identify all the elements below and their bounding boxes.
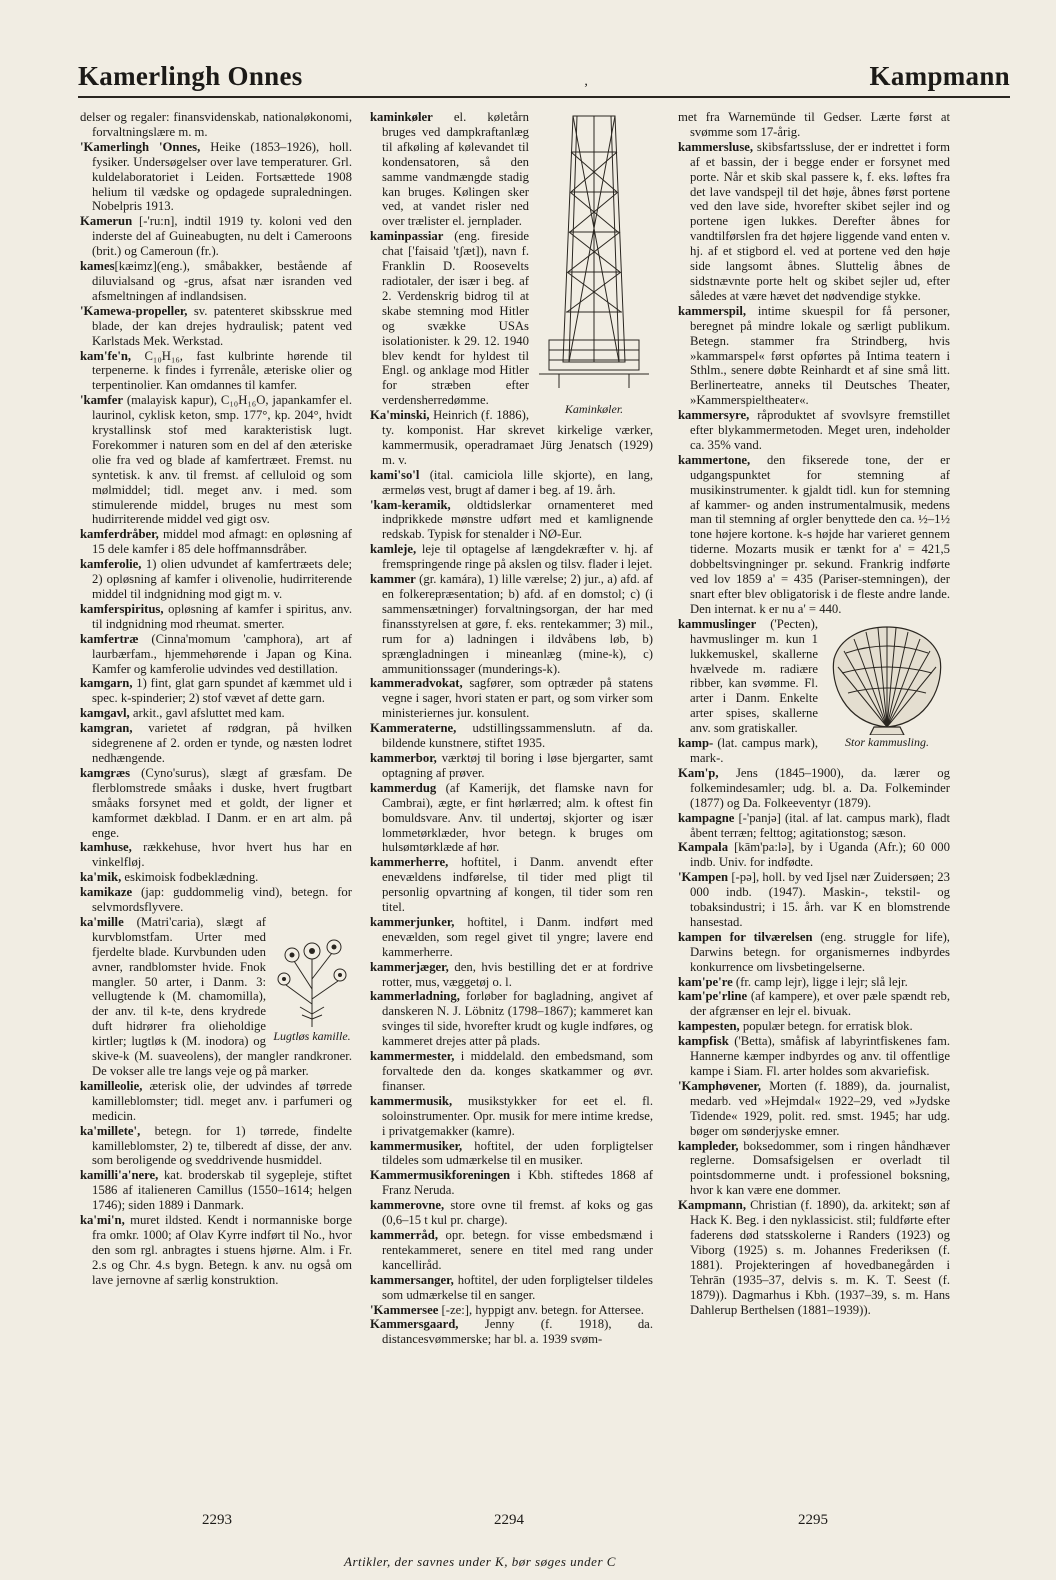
entry: kammermusiker, hoftitel, der uden forpligtelser tildeles som udmærkelse til en musiker. — [370, 1138, 653, 1168]
entry: kammersanger, hoftitel, der uden forpligtelser tildeles som udmærkelse til en sanger. — [370, 1272, 653, 1302]
entry: 'Kamphøvener, Morten (f. 1889), da. journalist, medarb. ved »Hejmdal« 1922–29, ved »Jydske Tidende« 1929, polit. red. smst. 1945; har udg. bøger om sønderjyske emner. — [678, 1078, 950, 1138]
entry: kammertone, den fikserede tone, der er udgangspunktet for stemning af musikinstrumenter. k gjaldt tidl. kun for stemning af kammer- og anden instrumentalmusik, medens man til stemning af orgler benyttede den ca. ½–1½ tone højere kortone. k-s højde har varieret gennem tiderne. Mozarts musik er tænkt for a' = 421,5 dobbeltsvingninger pr. sekund. Frankrig indførte ved lov 1859 a' = 435 (Pariser-stemningen), der snart efter blev obligatorisk i de fleste andre lande. Den internat. k er nu a' = 440. — [678, 452, 950, 616]
entry: kamferolie, 1) olien udvundet af kamfertræets dele; 2) opløsning af kamfer i olivenolie, hudirriterende middel til indgnidning mod gigt m. v. — [80, 557, 352, 601]
entry: kampagne [-'panjə] (ital. af lat. campus mark), fladt åbent terræn; felttog; agitationstog; sæson. — [678, 810, 950, 840]
entry: Kampmann, Christian (f. 1890), da. arkitekt; søn af Hack K. Beg. i den nyklassicist. stil; fuldførte efter faderens død statsskolerne i Randers (1923) og Viborg (1925) s. m. Johannes Frederiksen (f. 1881). Projekteringen af hovedbanegården i Tehrān (1935–37, delvis s. m. K. T. Seest (f. 1879)). Dagmarhus i Kbh. (1937–39, s. m. Hans Dahlerup Berthelsen (1881–1939)). — [678, 1198, 950, 1317]
entry: Kammersgaard, Jenny (f. 1918), da. distancesvømmerske; har bl. a. 1939 svøm- — [370, 1317, 653, 1347]
entry: kamgavl, arkit., gavl afsluttet med kam. — [80, 706, 285, 721]
entry: kammermester, i middelald. den embedsmand, som forvaltede den da. konges skatkammer og øvr. finanser. — [370, 1049, 653, 1093]
header-last-word: Kampmann — [869, 61, 1010, 91]
entry: kammerdug (af Kamerijk, det flamske navn for Cambrai), ægte, er fint hørlærred; alm. k oftest fin bomuldsvare. Anv. til undertøj, skjorter og især lommetørklæder, hvor betegn. k bruges om hulsømtørklæde af hør. — [370, 780, 653, 855]
column-1 — [80, 110, 352, 1470]
entry: kammer (gr. kamára), 1) lille værelse; 2) jur., a) afd. af en folkerepræsentation; b) afd. af en domstol; c) (i sammensætninger) forvaltningsorgan, der har med finansstyrelsen at gøre, f. eks. rentekammer; 3) mil., rum for a) ladningen i ildvåbens løb, b) sprængladningen i mineanlæg (mine-k), c) ammunitionssager (munderings-k). — [370, 572, 653, 676]
entry: Ka'minski, Heinrich (f. 1886), ty. komponist. Har skrevet kirkelige værker, kammermusik, operadramaet Jürg Jenatsch (1929) m. v. — [370, 408, 653, 467]
running-header — [78, 52, 1010, 98]
entry: kammersyre, råproduktet af svovlsyre fremstillet efter blykammermetoden. Meget uren, indeholder ca. 35% vand. — [678, 408, 950, 452]
scallop-shell-icon — [824, 623, 950, 735]
entry: kamilli'a'nere, kat. broderskab til sygepleje, stiftet 1586 af italieneren Camillus (1550–1614; helgen 1746); siden 1889 i Danmark. — [80, 1168, 352, 1213]
entry: Kamerun [-'ru:n], indtil 1919 ty. koloni ved den inderste del af Guineabugten, nu delt i Cameroons (brit.) og Cameroun (fr.). — [80, 214, 352, 259]
entry: kammeradvokat, sagfører, som optræder på statens vegne i sager, hvori staten er part, og som virker som ministeriernes jur. konsulent. — [370, 676, 653, 721]
entry: kamilleolie, æterisk olie, der udvindes af tørrede kamilleblomster; tidl. meget anv. i parfumeri og medicin. — [80, 1078, 352, 1123]
page-number: 2294 — [494, 1512, 524, 1528]
entry: kam'pe'rline (af kampere), et over pæle spændt reb, der afgrænser en lejr el. bivuak. — [678, 989, 950, 1019]
entry: kammerspil, intime skuespil for få personer, beregnet på mindre lokale og særligt publikum. Betegn. stammer fra Strindberg, hvis »kammarspel« først opførtes på Intima teatern i Sthlm., senere døbte Reinhardt et af sine små litt. Berlinerteatre, anneks til Deutsches Theater, »Kammerspieltheater«. — [678, 303, 950, 408]
entry: ka'millete', betegn. for 1) tørrede, findelte kamilleblomster, 2) te, tilberedt af disse, der anv. som beroligende og sveddrivende husmiddel. — [80, 1123, 352, 1168]
entry: Kam'p, Jens (1845–1900), da. lærer og folkemindesamler; udg. bl. a. Da. Folkeminder (1877) og Da. Folkeeventyr (1879). — [678, 765, 950, 810]
entry: kamfertræ (Cinna'momum 'camphora), art af laurbærfam., hjemmehørende i Japan og Kina. Kamfer og kamferolie udvindes ved destillation. — [80, 631, 352, 676]
entry: kaminpassiar (eng. fireside chat ['faisaid 'tʃæt]), navn f. Franklin D. Roosevelts radiotaler, der især i beg. af 2. Verdenskrig bidrog til at skabe stemning mod Hitler og svække USAs isolationister. k 29. 12. 1940 blev kendt for hyldest til Engl. og anklage mod Hitler for stræben efter verdensherredømme. — [370, 229, 529, 408]
chamomile-plant-icon — [272, 919, 352, 1029]
entry: kampleder, boksedommer, som i ringen håndhæver reglerne. Domsafsigelsen er overladt til pointsdommerne undt. i professionel boksning, hvor k kan være ene dommer. — [678, 1138, 950, 1198]
entry: kammerovne, store ovne til fremst. af koks og gas (0,6–15 t kul pr. charge). — [370, 1198, 653, 1228]
entry: kammerjunker, hoftitel, i Danm. indført med enevælden, som regel givet til yngre; lavere end kammerherre. — [370, 914, 653, 959]
entry: ka'mi'n, muret ildsted. Kendt i normanniske borge fra omkr. 1000; af Olav Kyrre indført til No., hvor den som rgl. anbragtes i stuens hjørne. Alm. i Fr. 2.s og Chr. 4.s bygn. Betegn. k anv. nu også om lave jernovne af særlig konstruktion. — [80, 1213, 352, 1287]
entry: kammermusik, musikstykker for eet el. fl. soloinstrumenter. Opr. musik for mere intime kredse, i privatgemakker (kamre). — [370, 1093, 653, 1138]
entry: ka'mik, eskimoisk fodbeklædning. — [80, 870, 259, 885]
entry: kammerbor, værktøj til boring i løse bjergarter, samt optagning af prøver. — [370, 750, 653, 780]
entry: kamleje, leje til optagelse af længdekræfter v. hj. af fremspringende ringe på akslen og tilsv. flader i lejet. — [370, 542, 653, 572]
column-3 — [678, 110, 950, 1470]
entry: 'Kamerlingh 'Onnes, Heike (1853–1926), holl. fysiker. Undersøgelser over lave temperaturer. Grl. kuldelaboratoriet i Leiden. Fortsættede 1908 helium til vædske og opdagede supraledningen. Nobelpris 1913. — [80, 139, 352, 214]
entry: 'kam-keramik, oldtidslerkar ornamenteret med indprikkede mønstre udført med et kamlignende redskab. Typisk for stenalder i NØ-Eur. — [370, 497, 653, 542]
column-2 — [370, 110, 653, 1470]
entry: kamgran, varietet af rødgran, på hvilken sidegrenene af 2. orden er tynde, og næsten lodret nedhængende. — [80, 721, 352, 765]
entry: kamgarn, 1) fint, glat garn spundet af kæmmet uld i spec. k-spinderier; 2) stof vævet af dette garn. — [80, 676, 352, 706]
entry: Kammermusikforeningen i Kbh. stiftedes 1868 af Franz Neruda. — [370, 1168, 653, 1198]
entry: kam'fe'n, C₁₀H₁₆, fast kulbrinte hørende til terpenerne. k findes i fyrrenåle, æteriske olier og terpentinolier. Kan omdannes til kamfer. — [80, 348, 352, 393]
entry: kammuslinger ('Pecten), havmuslinger m. kun 1 lukkemuskel, skallerne hvælvede m. radiære ribber, kan svømme. Fl. arter i Danm. Enkelte arter spises, skallerne anv. som gratiskaller. — [678, 616, 818, 736]
entry: kampesten, populær betegn. for erratisk blok. — [678, 1019, 913, 1034]
entry: kampen for tilværelsen (eng. struggle for life), Darwins betegn. for organismernes indbyrdes konkurrence om livsbetingelserne. — [678, 929, 950, 974]
entry: met fra Warnemünde til Gedser. Lærte først at svømme som 17-årig. — [678, 110, 950, 139]
header-mark: , — [584, 74, 588, 89]
entry: kam'pe're (fr. camp lejr), ligge i lejr; slå lejr. — [678, 974, 908, 989]
entry: kamferdråber, middel mod afmagt: en opløsning af 15 dele kamfer i 85 dele hoffmannsdråber. — [80, 527, 352, 557]
entry: Kammeraterne, udstillingssammenslutn. af da. bildende kunstnere, stiftet 1935. — [370, 721, 653, 751]
entry: kami'so'l (ital. camiciola lille skjorte), en lang, ærmeløs vest, brugt af damer i beg. af 19. årh. — [370, 467, 653, 497]
chamomile-figure — [272, 919, 352, 1043]
entry: ka'mille (Matri'caria), slægt af kurvblomstfam. Urter med fjerdelte blade. Kurvbunden uden avner, randblomster hvide. Fnok mangler. 50 arter, i Danm. 3: vellugtende k (M. chamomilla), der anv. til k-te, dens krydrede duft hidrører fra olieholdige kirtler; lugtløs k (M. inodora) og skive-k (M. suaveolens), der mangler randkroner. De vokser alle tre langs veje og på marker. — [80, 914, 352, 1078]
entry: kammerladning, forløber for bagladning, angivet af danskeren N. J. Löbnitz (1798–1867); kammeret kan svinges til side, hvorefter krudt og kugle indføres, og kammeret drejes atter på plads. — [370, 989, 653, 1049]
entry: 'Kamewa-propeller, sv. patenteret skibsskrue med blade, der kan drejes hydraulisk; patent ved Karlstads Mek. Werkstad. — [80, 303, 352, 348]
cooling-tower-icon — [535, 112, 653, 402]
entry: 'Kampen [-pə], holl. by ved Ijsel nær Zuidersøen; 23 000 indb. (1947). Maskin-, tekstil- og tobaksindustri; i 15. årh. var K en blomstrende hansestad. — [678, 870, 950, 929]
entry: kamp- (lat. campus mark), mark-. — [678, 736, 818, 765]
entry: Kampala [kām'pa:lə], by i Uganda (Afr.); 60 000 indb. Univ. for indfødte. — [678, 840, 950, 870]
page-number: 2293 — [202, 1512, 232, 1528]
entry: kames[kæimz](eng.), småbakker, bestående af diluvialsand og -grus, afsat nær isranden ved afsmeltningen af indlandsisen. — [80, 259, 352, 303]
entry: 'Kammersee [-ze:], hyppigt anv. betegn. for Attersee. — [370, 1302, 644, 1317]
entry: kammerråd, opr. betegn. for visse embedsmænd i rentekammeret, senere en titel med rang under kancelliråd. — [370, 1227, 653, 1272]
entry: kaminkøler el. køletårn bruges ved dampkraftanlæg til afkøling af kølevandet til kondensatoren, så den samme vandmængde stadig kan bruges. Kølingen sker ved, at vandet risler ned over trælister el. jernplader. — [370, 110, 529, 229]
entry: kammerherre, hoftitel, i Danm. anvendt efter enevældens indførelse, til tider med pligt til personlig opvartning af kongen, til tider som ren titel. — [370, 855, 653, 915]
entry: kammerjæger, den, hvis bestilling det er at fordrive rotter, mus, væggetøj o. l. — [370, 959, 653, 989]
entry: kamgræs (Cyno'surus), slægt af græsfam. De flerblomstrede småaks i duske, hvert frugtbart småaks forsynet med et goldt, der ligner et kamformet dækblad. I Danm. er en art alm. på enge. — [80, 765, 352, 840]
entry: kamhuse, rækkehuse, hvor hvert hus har en vinkelfløj. — [80, 840, 352, 870]
footer-note: Artikler, der savnes under K, bør søges under C — [344, 1554, 616, 1569]
header-first-word: Kamerlingh Onnes — [78, 61, 303, 91]
entry: delser og regaler: finansvidenskab, nationaløkonomi, forvaltningslære m. m. — [80, 110, 352, 139]
figure-caption: Kaminkøler. — [564, 402, 624, 416]
cooling-tower-figure — [535, 112, 653, 416]
scallop-figure — [824, 623, 950, 749]
entry: 'kamfer (malayisk kapur), C₁₀H₁₆O, japankamfer el. laurinol, cyklisk keton, smp. 177°, kp. 204°, hvidt krystallinsk stof med karakteristisk lugt. Forekommer i naturen som en del af den æteriske olie fra ved og blade af kamfertræet. Fremst. nu syntetisk. k anv. til fremst. af celluloid og som mølmiddel; tidl. meget anv. i med. som stimulerende middel, bruges nu mest som hudirriterende middel ved gigt osv. — [80, 393, 352, 527]
figure-caption: Stor kammusling. — [845, 734, 929, 749]
entry: kampfisk ('Betta), småfisk af labyrintfiskenes fam. Hannerne kæmper indbyrdes og anv. til offentlige kampe i Siam. Fl. arter holdes som akvariefisk. — [678, 1034, 950, 1078]
entry: kammersluse, skibsfartssluse, der er indrettet i form af et bassin, der i begge ender er forsynet med porte. Når et skib skal passere k, f. eks. løftes fra det lave vandspejl til det høje, åbnes først portene ved den lave side, hvorefter skibet sejler ind og portene igen lukkes. Derefter åbnes for vandtilførslen fra det højere liggende vand enten v. hj. af et stigbord el. ved at portene ved den høje side langsomt åbnes. Sluttelig åbnes de sidstnævnte porte helt og skibet sejler ud, efter således at være hævet det nødvendige stykke. — [678, 139, 950, 303]
entry: kamferspiritus, opløsning af kamfer i spiritus, anv. til indgnidning mod rheumat. smerter. — [80, 601, 352, 631]
figure-caption: Lugtløs kamille. — [273, 1028, 351, 1043]
entry: kamikaze (jap: guddommelig vind), betegn. for selvmordsflyvere. — [80, 885, 352, 915]
page-number: 2295 — [798, 1512, 828, 1528]
